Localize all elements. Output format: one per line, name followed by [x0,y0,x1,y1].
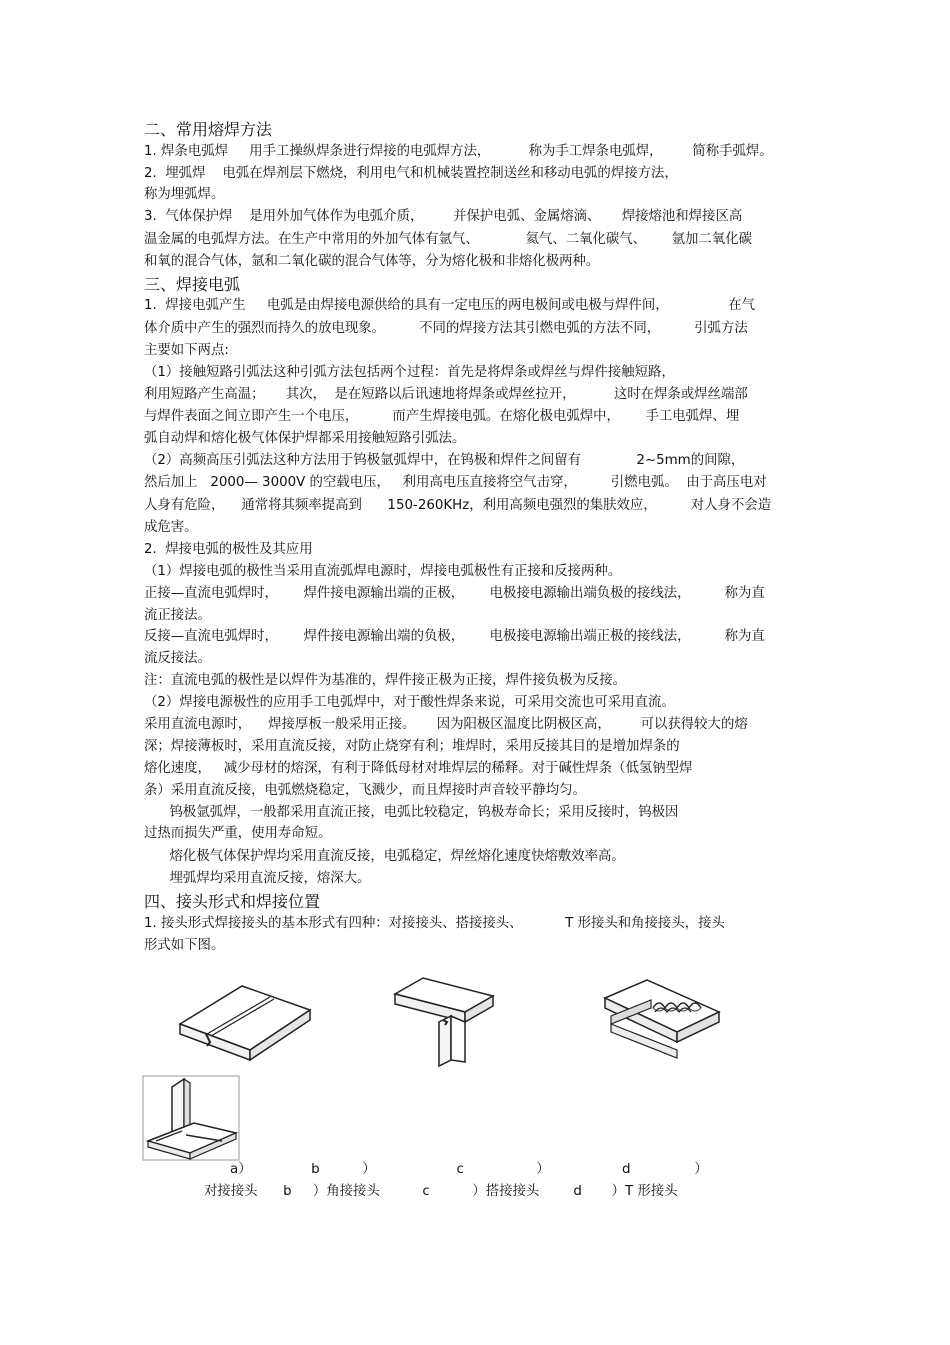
text-line: （2）高频高压引弧法这种方法用于钨极氩弧焊中，在钨极和焊件之间留有 2~5mm的间隙， [144,453,745,468]
text-line: 深；焊接薄板时，采用直流反接，对防止烧穿有利；堆焊时，采用反接其目的是增加焊条的 [144,739,680,754]
text-line: （1）焊接电弧的极性当采用直流弧焊电源时，焊接电弧极性有正接和反接两种。 [144,564,622,579]
text-line: 体介质中产生的强烈而持久的放电现象。 不同的焊接方法其引燃电弧的方法不同， 引弧方法 [144,321,748,336]
text-line: 条）采用直流反接，电弧燃烧稳定，飞溅少，而且焊接时声音较平静均匀。 [144,783,586,798]
text-line: 反接—直流电弧焊时， 焊件接电源输出端的负极， 电极接电源输出端正极的接线法， 称为直 [144,629,765,644]
text-line: 然后加上 2000— 3000V 的空载电压， 利用高电压直接将空气击穿， 引燃电弧。 由于高压电对 [144,475,767,490]
text-line: 1. 接头形式焊接接头的基本形式有四种：对接接头、搭接接头、 T 形接头和角接接头，接头 [144,916,725,931]
figure-caption-row: 对接接头 b ）角接接头 c ）搭接接头 d ）T 形接头 [204,1184,678,1199]
text-line: 成危害。 [144,520,198,535]
section-heading: 四、接头形式和焊接位置 [144,892,321,911]
section-heading: 二、常用熔焊方法 [144,120,273,139]
figure-caption-row: a） b ） c ） d ） [230,1162,708,1177]
text-line: （1）接触短路引弧法这种引弧方法包括两个过程：首先是将焊条或焊丝与焊件接触短路， [144,365,675,380]
text-line: 熔化极气体保护焊均采用直流反接，电弧稳定，焊丝熔化速度快熔敷效率高。 [144,849,625,864]
text-line: （2）焊接电源极性的应用手工电弧焊中，对于酸性焊条来说，可采用交流也可采用直流。 [144,695,675,710]
text-line: 温金属的电弧焊方法。在生产中常用的外加气体有氩气、 氦气、二氧化碳气、 氩加二氧化碳 [144,232,752,247]
text-line: 形式如下图。 [144,938,225,953]
text-line: 过热而损失严重，使用寿命短。 [144,826,332,841]
text-line: 流正接法。 [144,608,211,623]
text-line: 埋弧焊均采用直流反接，熔深大。 [144,871,371,886]
section-heading: 三、焊接电弧 [144,275,241,294]
corner-joint-drawing-icon [393,976,495,1068]
text-line: 和氧的混合气体，氩和二氧化碳的混合气体等，分为熔化极和非熔化极两种。 [144,254,600,269]
text-line: 弧自动焊和熔化极气体保护焊都采用接触短路引弧法。 [144,431,466,446]
text-line: 正接—直流电弧焊时， 焊件接电源输出端的正极， 电极接电源输出端负极的接线法， 称为直 [144,586,765,601]
text-line: 钨极氩弧焊，一般都采用直流正接，电弧比较稳定，钨极寿命长；采用反接时，钨极因 [144,805,679,820]
text-line: 1. 焊条电弧焊 用手工操纵焊条进行焊接的电弧焊方法， 称为手工焊条电弧焊， 简称手弧焊。 [144,144,773,159]
t-joint-drawing-icon [142,1075,240,1161]
text-line: 流反接法。 [144,651,211,666]
text-line: 3. 气体保护焊 是用外加气体作为电弧介质， 并保护电弧、金属熔滴、 焊接熔池和焊接区高 [144,209,743,224]
text-line: 2. 埋弧焊 电弧在焊剂层下燃烧，利用电气和机械装置控制送丝和移动电弧的焊接方法， [144,166,678,181]
text-line: 人身有危险， 通常将其频率提高到 150-260KHz，利用高频电强烈的集肤效应， 对人身不会造 [144,498,772,513]
lap-joint-drawing-icon [601,978,721,1060]
text-line: 利用短路产生高温； 其次， 是在短路以后讯速地将焊条或焊丝拉开， 这时在焊条或焊丝端部 [144,387,748,402]
text-line: 2. 焊接电弧的极性及其应用 [144,542,313,557]
text-line: 熔化速度， 减少母材的熔深，有利于降低母材对堆焊层的稀释。对于碱性焊条（低氢钠型焊 [144,761,693,776]
text-line: 1. 焊接电弧产生 电弧是由焊接电源供给的具有一定电压的两电极间或电极与焊件间， 在气 [144,298,756,313]
text-line: 注：直流电弧的极性是以焊件为基准的，焊件接正极为正接，焊件接负极为反接。 [144,673,627,688]
text-line: 主要如下两点: [144,343,229,358]
text-line: 与焊件表面之间立即产生一个电压， 而产生焊接电弧。在熔化极电弧焊中， 手工电弧焊、埋 [144,409,740,424]
butt-joint-drawing-icon [176,984,316,1062]
text-line: 称为埋弧焊。 [144,187,225,202]
text-line: 采用直流电源时， 焊接厚板一般采用正接。 因为阳极区温度比阴极区高， 可以获得较大的熔 [144,717,748,732]
